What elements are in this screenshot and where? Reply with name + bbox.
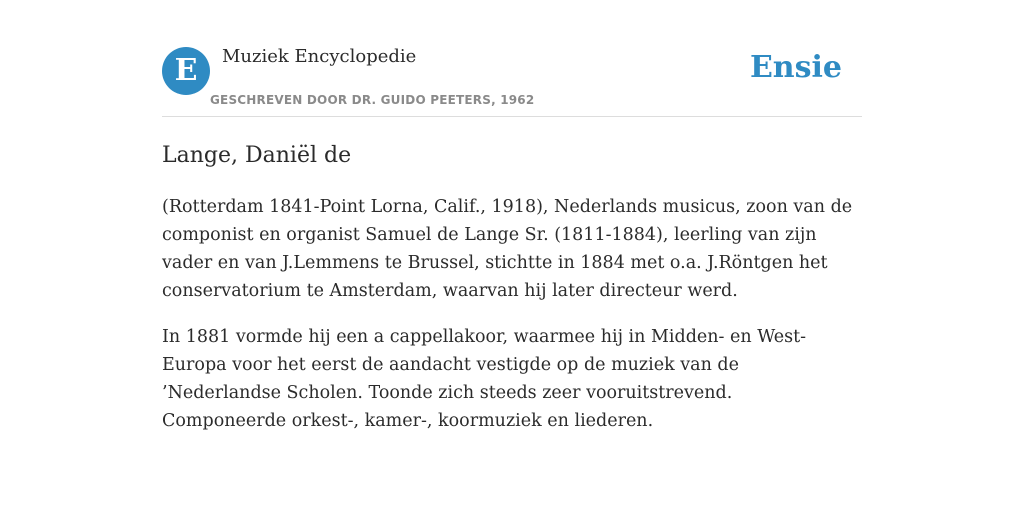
page-container [162, 0, 862, 435]
author-line: GESCHREVEN DOOR DR. GUIDO PEETERS, 1962 [210, 93, 535, 107]
book-title-link[interactable]: Muziek Encyclopedie [222, 46, 417, 67]
ensie-brand-logo[interactable]: Ensie [749, 50, 842, 85]
article-body [162, 193, 862, 435]
encyclopedia-logo-icon[interactable]: E [162, 47, 210, 95]
article-paragraph: (Rotterdam 1841-Point Lorna, Calif., 1918), Nederlands musicus, zoon van de componist en organist Samuel de Lange Sr. (1811-1884), leerling van zijn vader en van J.Lemmens te Brussel, stichtte in 1884 met o.a. J.Röntgen het conservatorium te Amsterdam, waarvan hij later directeur werd. [162, 197, 853, 301]
article-title: Lange, Daniël de [162, 143, 352, 168]
article-paragraph: In 1881 vormde hij een a cappellakoor, waarmee hij in Midden- en West-Europa voor het eerst de aandacht vestigde op de muziek van de ’Nederlandse Scholen. Toonde zich steeds zeer vooruitstrevend. Componeerde orkest-, kamer-, koormuziek en liederen. [162, 327, 807, 431]
header [162, 0, 862, 117]
